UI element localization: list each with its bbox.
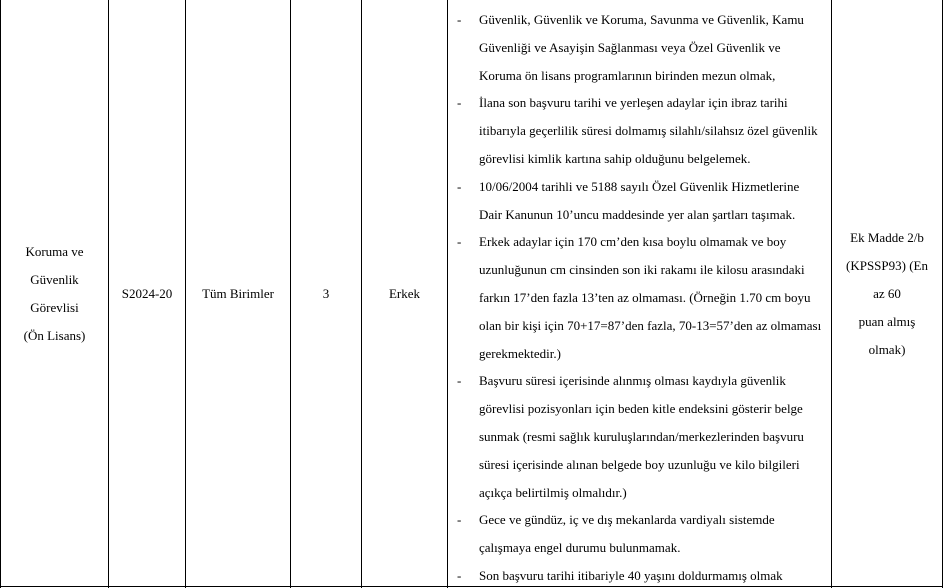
position-line: Görevlisi <box>30 300 79 315</box>
gender-value: Erkek <box>388 286 421 301</box>
requirement-text: Güvenlik, Güvenlik ve Koruma, Savunma ve Güvenlik, Kamu Güvenliği ve Asayişin Sağlanması veya Özel Güvenlik ve Koruma ön lisans programlarının birinden mezun olmak, <box>479 12 804 83</box>
requirement-text: Gece ve gündüz, iç ve dış mekanlarda vardiyalı sistemde çalışmaya engel durumu bulunmamak. <box>479 512 775 556</box>
position-cell <box>1 0 108 588</box>
bullet-dash: - <box>457 512 462 528</box>
position-line: Koruma ve <box>25 244 84 259</box>
score-cell <box>832 0 942 588</box>
requirement-text: Erkek adaylar için 170 cm’den kısa boylu olmamak ve boy uzunluğunun cm cinsinden son iki rakamı ile kilosu arasındaki farkın 17’den fazla 13’ten az olmaması. (Örneğin 1.70 cm boyu olan bir kişi için 70+17=87’den fazla, 70-13=57’den az olmaması gerekmektedir.) <box>479 234 822 361</box>
requirement-text: İlana son başvuru tarihi ve yerleşen adaylar için ibraz tarihi itibarıyla geçerlilik süresi dolmamış silahlı/silahsız özel güvenlik görevlisi kimlik kartına sahip olduğunu belgelemek. <box>479 95 818 166</box>
score-line: Ek Madde 2/b <box>850 230 924 245</box>
position-line: Güvenlik <box>30 272 79 287</box>
requirement-item <box>447 173 831 229</box>
bullet-dash: - <box>457 12 462 27</box>
bullet-dash: - <box>457 178 462 194</box>
score-line: puan almış <box>858 314 916 329</box>
gender-cell <box>362 0 447 588</box>
requirement-item <box>447 89 831 172</box>
requirement-text: Son başvuru tarihi itibariyle 40 yaşını doldurmamış olmak <box>479 567 783 583</box>
quota-cell <box>291 0 361 588</box>
score-line: az 60 <box>873 286 901 301</box>
position-line: (Ön Lisans) <box>23 328 86 343</box>
score-line: olmak) <box>868 342 906 357</box>
requirement-item <box>447 228 831 367</box>
bullet-dash: - <box>457 95 462 111</box>
requirement-item <box>447 6 831 89</box>
requirement-text: Başvuru süresi içerisinde alınmış olması kaydıyla güvenlik görevlisi pozisyonları için beden kitle endeksini gösterir belge sunmak (resmi sağlık kuruluşlarından/merkezlerinden başvuru süresi içerisinde alınan belgede boy uzunluğu ve kilo bilgileri açıkça belirtilmiş olmalıdır.) <box>479 373 804 500</box>
bullet-dash: - <box>457 373 462 389</box>
bullet-dash: - <box>457 234 462 250</box>
requirement-item <box>447 562 831 588</box>
unit-name: Tüm Birimler <box>202 286 274 301</box>
position-name <box>24 238 86 350</box>
requirement-item <box>447 506 831 562</box>
quota-value: 3 <box>322 286 330 301</box>
bullet-dash: - <box>457 567 462 583</box>
requirements-list <box>447 6 831 588</box>
requirement-item <box>447 367 831 506</box>
unit-cell <box>186 0 290 588</box>
code-cell <box>109 0 185 588</box>
requirement-text: 10/06/2004 tarihli ve 5188 sayılı Özel Güvenlik Hizmetlerine Dair Kanunun 10’uncu maddesinde yer alan şartları taşımak. <box>479 178 800 222</box>
score-line: (KPSSP93) (En <box>846 258 928 273</box>
position-code: S2024-20 <box>121 286 173 301</box>
score-requirement <box>846 224 928 364</box>
